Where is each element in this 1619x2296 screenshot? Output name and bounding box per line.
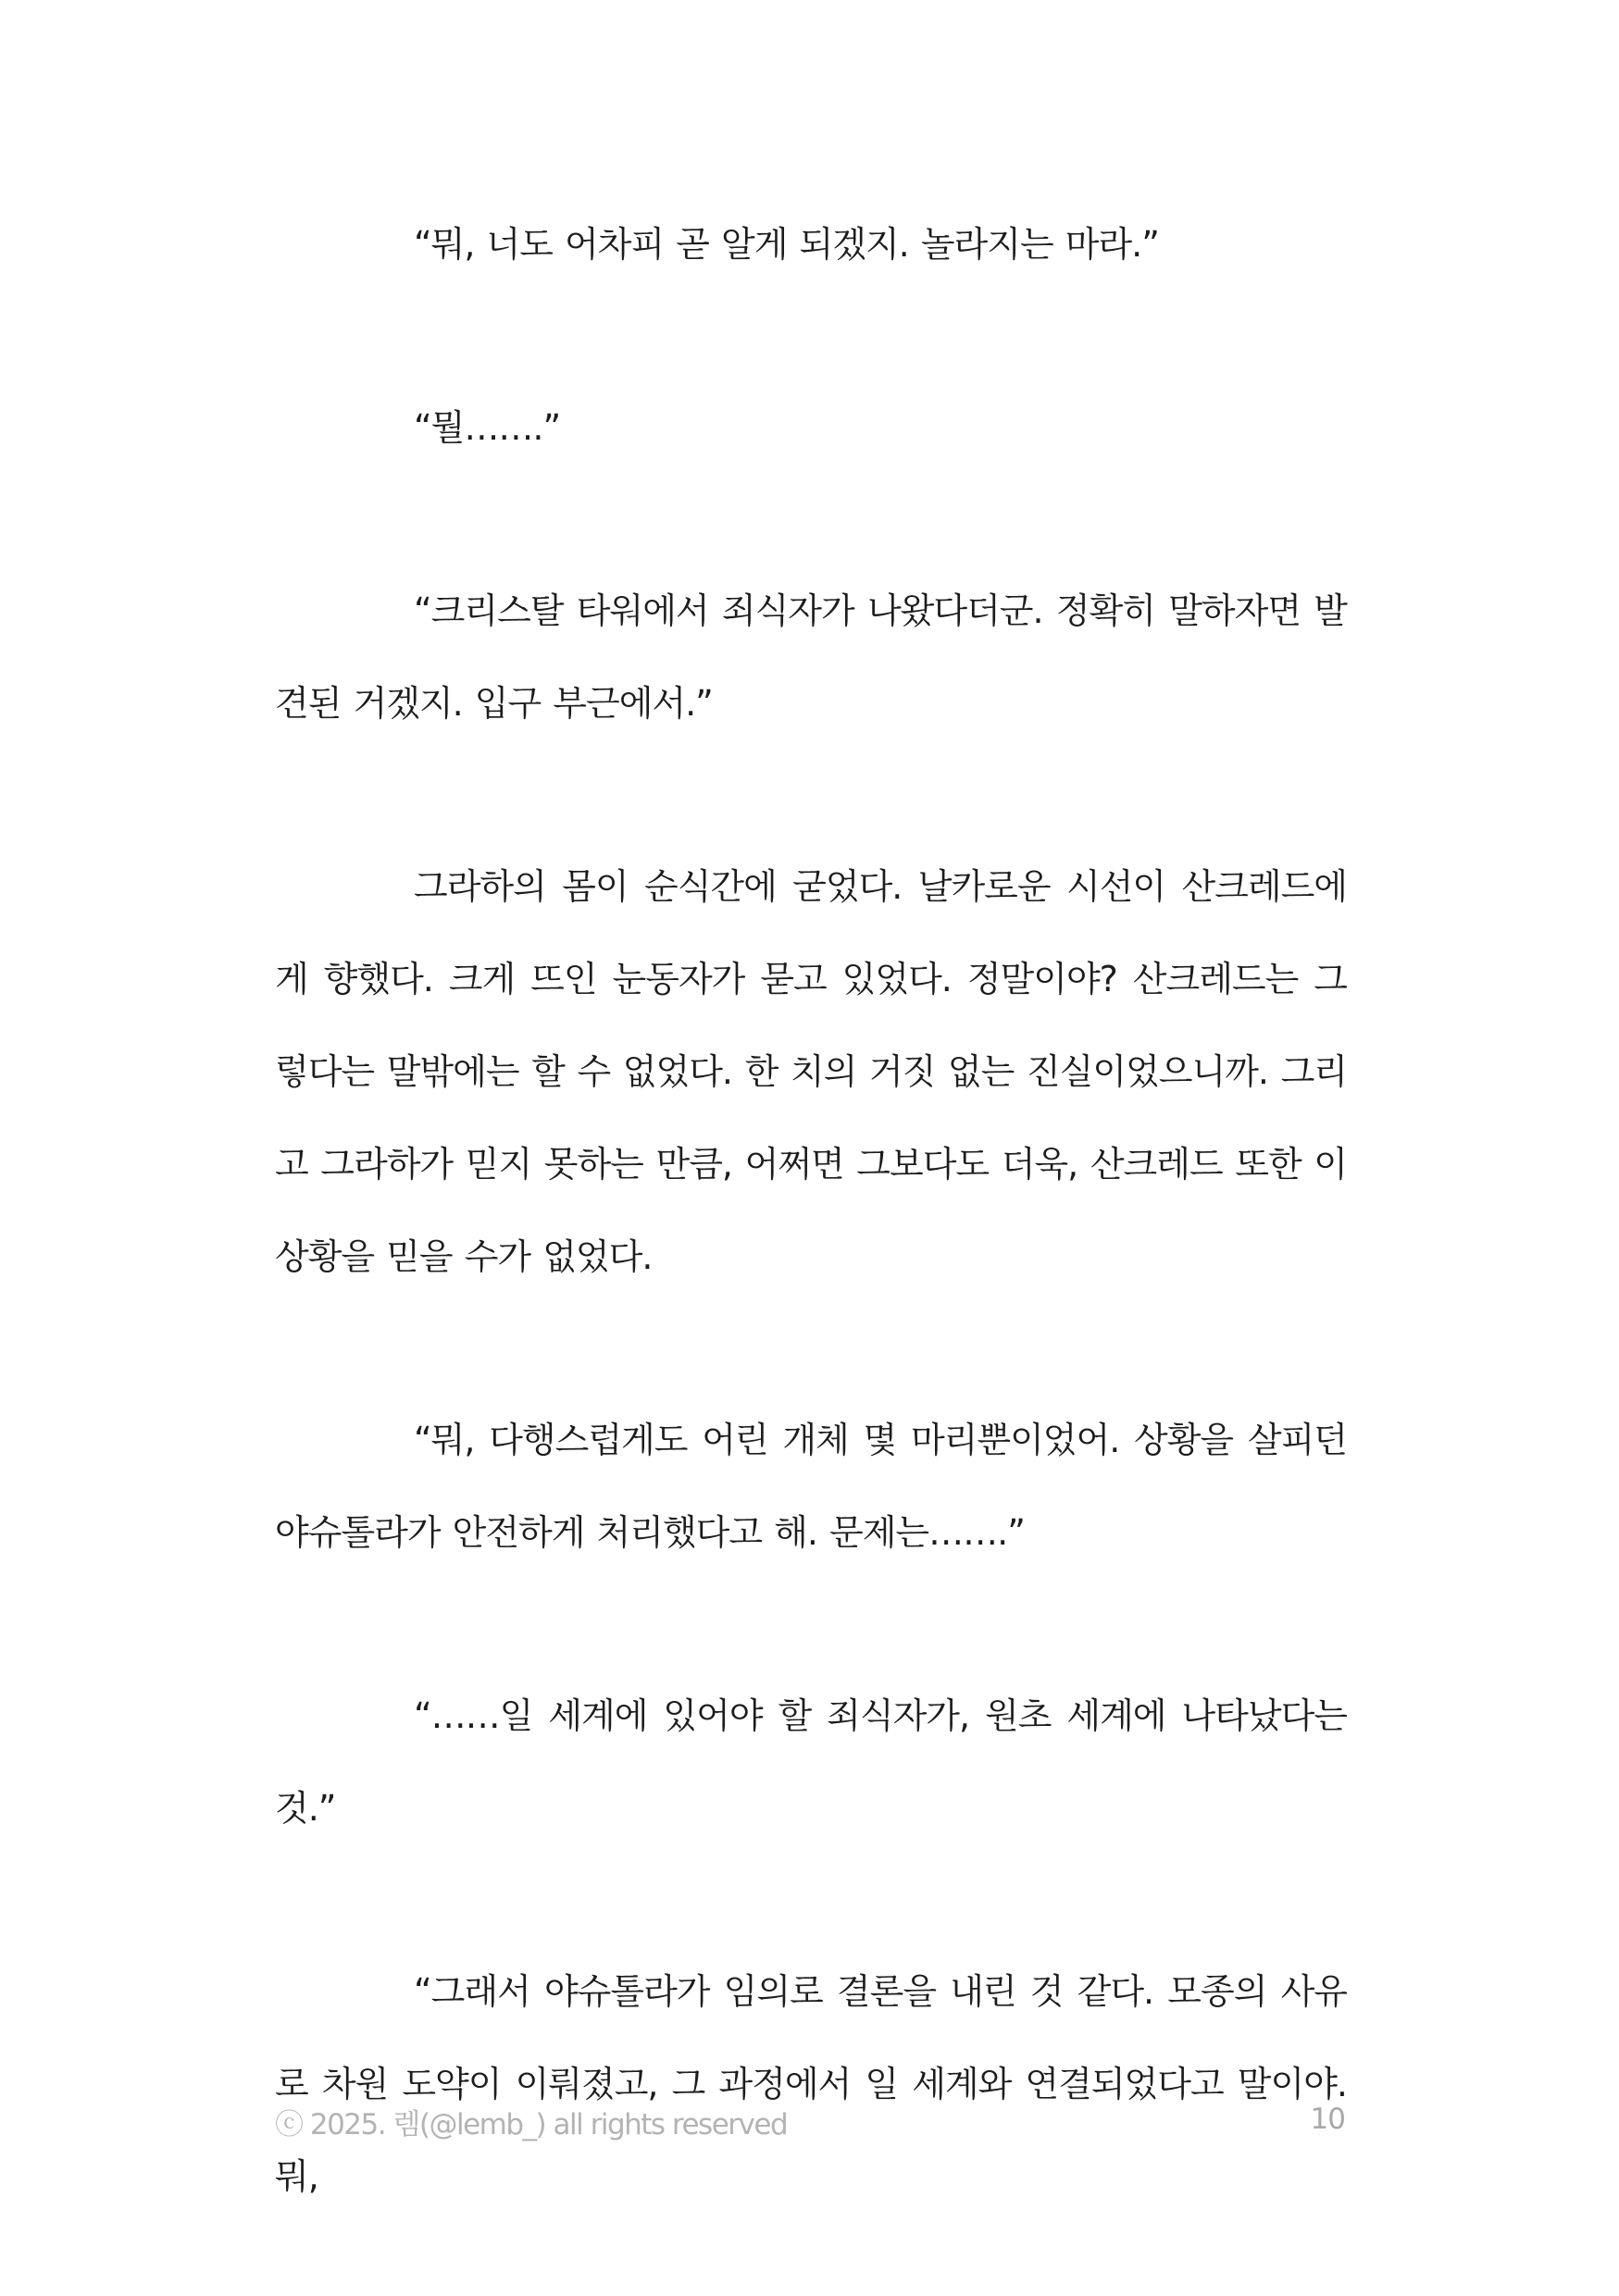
paragraph-1: “뭐, 너도 어차피 곧 알게 되겠지. 놀라지는 마라.” <box>414 224 1159 265</box>
page-number: 10 <box>1310 2103 1345 2136</box>
paragraph-5: “뭐, 다행스럽게도 어린 개체 몇 마리뿐이었어. 상황을 살피던 야슈톨라가 안전하게 처리했다고 해. 문제는…….” <box>275 1420 1347 1553</box>
paragraph-4: 그라하의 몸이 순식간에 굳었다. 날카로운 시선이 산크레드에게 향했다. 크게 뜨인 눈동자가 묻고 있었다. 정말이야? 산크레드는 그렇다는 말밖에는 할 수 없었다. 한 치의 거짓 없는 진실이었으니까. 그리고 그라하가 믿지 못하는 만큼, 어쩌면 그보다도 더욱, 산크레드 또한 이 상황을 믿을 수가 없었다. <box>275 866 1347 1277</box>
paragraph-7: “그래서 야슈톨라가 임의로 결론을 내린 것 같다. 모종의 사유로 차원 도약이 이뤄졌고, 그 과정에서 일 세계와 연결되었다고 말이야. 뭐, <box>275 1971 1347 2197</box>
body-text <box>275 198 1347 2223</box>
paragraph-3: “크리스탈 타워에서 죄식자가 나왔다더군. 정확히 말하자면 발견된 거겠지. 입구 부근에서.” <box>275 590 1347 724</box>
paragraph-6: “……일 세계에 있어야 할 죄식자가, 원초 세계에 나타났다는 것.” <box>275 1695 1347 1829</box>
copyright-notice: ⓒ 2025. 렘(@lemb_) all rights reserved <box>275 2108 788 2141</box>
paragraph-2: “뭘…….” <box>414 407 561 448</box>
